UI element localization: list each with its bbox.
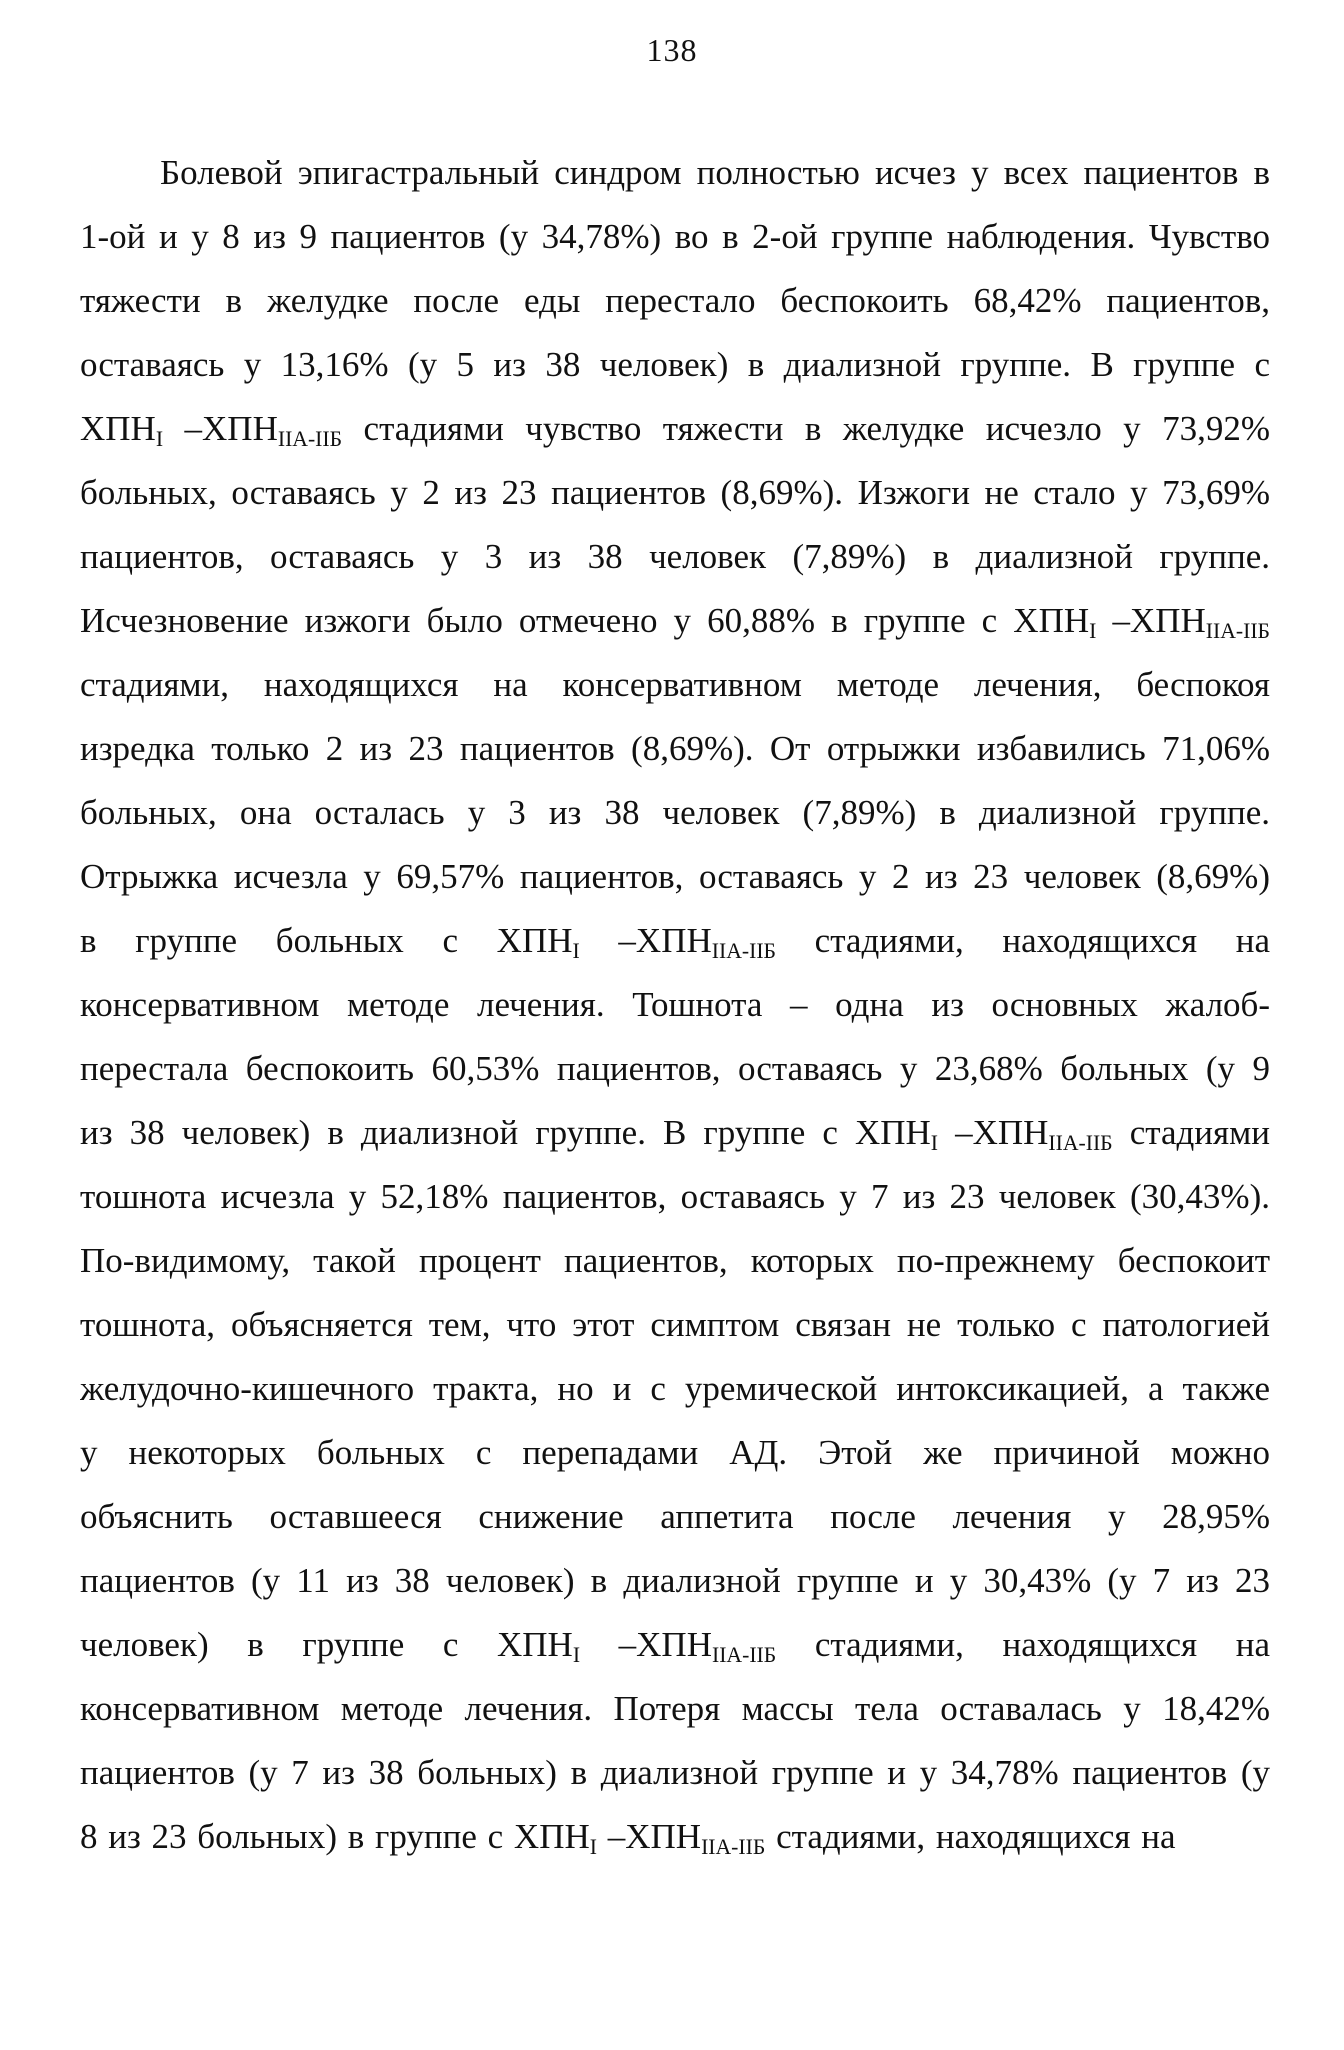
text-line: тошнота, объясняется тем, что этот симптом связан не только с патологией [80, 1305, 1270, 1344]
text-line: 1-ой и у 8 из 9 пациентов (у 34,78%) во в 2-ой группе наблюдения. Чувство [80, 217, 1270, 256]
text-line: тяжести в желудке после еды перестало беспокоить 68,42% пациентов, [80, 281, 1270, 320]
text-line: больных, она осталась у 3 из 38 человек (7,89%) в диализной группе. [80, 793, 1270, 832]
text-line: человек) в группе с $ХПН_I$ $-ХПН_{IIА-IIБ}$ стадиями, находящихся на [80, 1625, 1270, 1668]
text-line: Исчезновение изжоги было отмечено у 60,88% в группе с $ХПН_I$ $-ХПН_{IIА-IIБ}$ [80, 601, 1270, 644]
text-line: Болевой эпигастральный синдром полностью исчез у всех пациентов в [160, 153, 1270, 192]
text-line: у некоторых больных с перепадами АД. Этой же причиной можно [80, 1433, 1270, 1472]
text-line: больных, оставаясь у 2 из 23 пациентов (8,69%). Изжоги не стало у 73,69% [80, 473, 1270, 512]
body-paragraph [80, 141, 1270, 1869]
text-line: 8 из 23 больных) в группе с $ХПН_I$ $-ХПН_{IIА-IIБ}$ стадиями, находящихся на [80, 1817, 1176, 1860]
text-line: пациентов, оставаясь у 3 из 38 человек (7,89%) в диализной группе. [80, 537, 1270, 576]
text-line: из 38 человек) в диализной группе. В группе с $ХПН_I$ $-ХПН_{IIА-IIБ}$ стадиями [80, 1113, 1270, 1156]
text-line: пациентов (у 11 из 38 человек) в диализной группе и у 30,43% (у 7 из 23 [80, 1561, 1270, 1600]
text-line: желудочно-кишечного тракта, но и с уремической интоксикацией, а также [80, 1369, 1270, 1408]
text-line: стадиями, находящихся на консервативном методе лечения, беспокоя [80, 665, 1270, 704]
text-line: объяснить оставшееся снижение аппетита после лечения у 28,95% [80, 1497, 1270, 1536]
text-line: Отрыжка исчезла у 69,57% пациентов, оставаясь у 2 из 23 человек (8,69%) [80, 857, 1270, 896]
text-line: По-видимому, такой процент пациентов, которых по-прежнему беспокоит [80, 1241, 1270, 1280]
text-line: в группе больных с $ХПН_I$ $-ХПН_{IIА-IIБ}$ стадиями, находящихся на [80, 921, 1270, 964]
text-line: изредка только 2 из 23 пациентов (8,69%). От отрыжки избавились 71,06% [80, 729, 1270, 768]
text-line: оставаясь у 13,16% (у 5 из 38 человек) в диализной группе. В группе с [80, 345, 1270, 384]
text-line: $ХПН_I$ $-ХПН_{IIА-IIБ}$ стадиями чувство тяжести в желудке исчезло у 73,92% [80, 409, 1270, 452]
text-line: консервативном методе лечения. Потеря массы тела оставалась у 18,42% [80, 1689, 1270, 1728]
text-line: консервативном методе лечения. Тошнота – одна из основных жалоб- [80, 985, 1270, 1024]
page-number: 138 [646, 32, 698, 68]
text-line: тошнота исчезла у 52,18% пациентов, оставаясь у 7 из 23 человек (30,43%). [80, 1177, 1270, 1216]
text-line: перестала беспокоить 60,53% пациентов, оставаясь у 23,68% больных (у 9 [80, 1049, 1270, 1088]
text-line: пациентов (у 7 из 38 больных) в диализной группе и у 34,78% пациентов (у [80, 1753, 1270, 1792]
